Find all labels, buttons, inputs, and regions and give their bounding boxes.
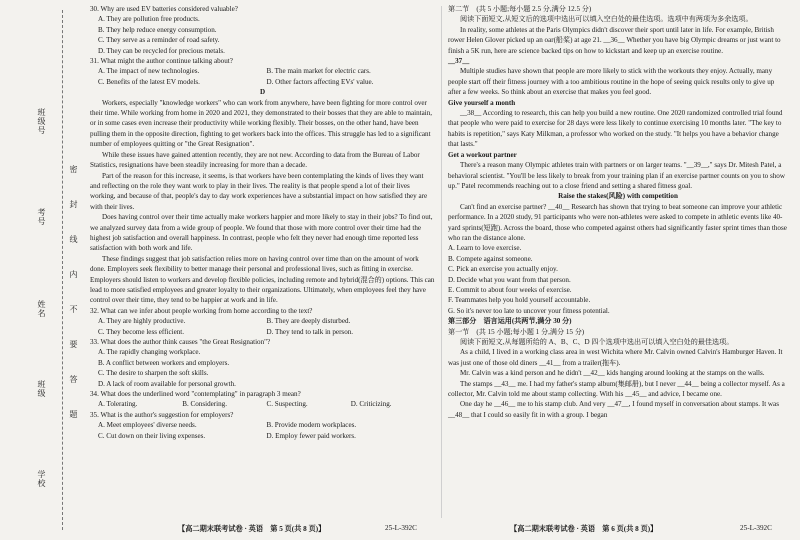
seal-char: 要 xyxy=(69,340,78,349)
cloze-paragraph: The stamps __43__ me. I had my father's stamp album(集邮册), but I never __44__ being a collector myself. As a collector, Mr. Calvin told me about stamp collecting. With his __45__ and advice, I became one. xyxy=(448,379,785,399)
option-e: E. Commit to about four weeks of exercise. xyxy=(448,285,572,294)
option-30d: D. They can be recycled for precious metals. xyxy=(98,46,225,55)
part-three-title: 第三部分 语言运用(共两节,满分 30 分) xyxy=(448,317,572,326)
option-a: A. Learn to love exercise. xyxy=(448,244,522,253)
option-32b: B. They are deeply disturbed. xyxy=(266,317,351,326)
option-c: C. Pick an exercise you actually enjoy. xyxy=(448,265,558,274)
question-34: 34. What does the underlined word "contemplating" in paragraph 3 mean? xyxy=(90,390,301,399)
question-32: 32. What can we infer about people working from home according to the text? xyxy=(90,306,313,315)
page-code-left: 25-L-392C xyxy=(385,524,417,532)
seal-char: 内 xyxy=(69,270,78,279)
question-31: 31. What might the author continue talking about? xyxy=(90,57,233,66)
cloze-paragraph: One day he __46__ me to his stamp club. And very __47__, I found myself in conversation about stamps. It was __48__ that I could so easily fit in with a group. I began xyxy=(448,400,779,419)
section-instructions: 阅读下面短文,从短文后的选项中选出可以填入空白处的最佳选项。选项中有两项为多余选项。 xyxy=(460,15,753,24)
option-35b: B. Provide modern workplaces. xyxy=(266,421,357,430)
passage-paragraph: Does having control over their time actually make workers happier and more likely to stay in their jobs? To find out, we analyzed survey data from a wide group of people. We found that those with more control over their time had the highest job satisfaction and overall happiness. In contrast, people who felt they never had enough time reported less satisfaction with both work and life. xyxy=(90,213,433,253)
passage-paragraph: Can't find an exercise partner? __40__ Research has shown that trying to beat someone can improve your athletic performance. In a 2020 study, 91 participants who were non-athletes were asked to compete in athletic events like 40-yard sprints(短跑). Across the board, those who competed against others had significantly faster sprint times than those who ran the distance alone. xyxy=(448,202,787,242)
right-column xyxy=(448,4,788,420)
column-divider xyxy=(441,6,442,518)
option-34b: B. Considering. xyxy=(182,400,227,409)
seal-char: 答 xyxy=(69,375,78,384)
cloze-paragraph: As a child, I lived in a working class area in west Wichita where Mr. Calvin owned Calvin's Hamburger Haven. It was just one of those old diners __41__ from a trailer(拖车). xyxy=(448,348,783,367)
section-instructions: 阅读下面短文,从每题所给的 A、B、C、D 四个选项中选出可以填入空白处的最佳选项。 xyxy=(460,338,734,346)
page-footer-right: 【高二期末联考试卷 · 英语 第 6 页(共 8 页)】 xyxy=(510,525,658,533)
option-31d: D. Other factors affecting EVs' value. xyxy=(266,77,374,86)
options-32-row2 xyxy=(90,327,435,337)
margin-label-school: 学校 xyxy=(37,470,46,488)
passage-paragraph: In reality, some athletes at the Paris Olympics didn't discover their sport until later in life. For example, British rower Helen Glover picked up an oar(船桨) at age 21. __36__ Whether you have big Olympic dreams or just want to finish a 5K run, here are science backed tips on how to kickstart and keep up an exercise routine. xyxy=(448,25,781,55)
binding-margin xyxy=(0,0,86,540)
subheading: Get a workout partner xyxy=(448,150,517,159)
option-33c: C. The desire to sharpen the soft skills. xyxy=(98,369,209,378)
blank-37-heading: __37__ xyxy=(448,57,470,66)
options-31-row1 xyxy=(90,66,435,76)
seal-char: 密 xyxy=(69,165,78,174)
subheading: Give yourself a month xyxy=(448,98,516,107)
option-35a: A. Meet employees' diverse needs. xyxy=(98,421,197,430)
option-34a: A. Tolerating. xyxy=(98,400,138,409)
option-32c: C. They become less efficient. xyxy=(98,327,185,336)
margin-label-exam-no: 考号 xyxy=(37,208,46,226)
option-f: F. Teammates help you hold yourself accountable. xyxy=(448,296,591,305)
question-33: 33. What does the author think causes "the Great Resignation"? xyxy=(90,338,271,346)
option-35d: D. Employ fewer paid workers. xyxy=(266,431,356,440)
page-code-right: 25-L-392C xyxy=(740,524,772,532)
passage-paragraph: Multiple studies have shown that people are more likely to stick with the workouts they enjoy. Actually, many people start off their fitness journey with a too ambitious routine in the hope of seeing quick results only to give up after a few weeks. So think about an exercise that makes you feel good. xyxy=(448,67,775,97)
option-d: D. Decide what you want from that person. xyxy=(448,275,571,284)
passage-d-heading: D xyxy=(259,88,266,97)
seal-char: 线 xyxy=(69,235,78,244)
question-35: 35. What is the author's suggestion for employers? xyxy=(90,410,234,419)
seal-char: 封 xyxy=(69,200,78,209)
margin-label-class-no: 班级号 xyxy=(37,108,46,135)
option-g: G. So it's never too late to uncover your fitness potential. xyxy=(448,306,610,315)
option-31b: B. The main market for electric cars. xyxy=(266,67,371,76)
options-32-row1 xyxy=(90,316,435,326)
seal-char: 不 xyxy=(69,305,78,314)
option-32d: D. They tend to talk in person. xyxy=(266,327,354,336)
cloze-paragraph: Mr. Calvin was a kind person and he didn't __42__ kids hanging around looking at the stamps on the walls. xyxy=(460,369,765,378)
options-31-row2 xyxy=(90,77,435,87)
seal-char: 题 xyxy=(69,410,78,419)
option-b: B. Compete against someone. xyxy=(448,254,533,263)
options-35-row1 xyxy=(90,420,435,430)
passage-paragraph: These findings suggest that job satisfaction relies more on having control over time than on the amount of work done. Employers seek flexibility to better manage their personal and professional lives, such as fitting in exercise. Employers should listen to workers and develop flexible policies, including remote and hybrid(混合的) options. This can lead to more satisfied employees and greater loyalty to their organizations. Ultimately, when employees feel they have control over their time, they tend to be happier at work and in life. xyxy=(90,254,435,305)
option-34c: C. Suspecting. xyxy=(266,400,308,409)
subheading: Raise the stakes(风险) with competition xyxy=(558,192,678,201)
margin-label-class: 班级 xyxy=(37,380,46,398)
passage-paragraph: There's a reason many Olympic athletes train with partners or on larger teams. "__39__," says Dr. Mitesh Patel, a behavioral scientist. "You'll be less likely to break from your training plan if an exercise partner counts on you to show up." Patel recommends reaching out to a close friend and setting a shared fitness goal. xyxy=(448,161,785,190)
seal-line xyxy=(62,10,63,530)
option-31a: A. The impact of new technologies. xyxy=(98,67,200,76)
option-34d: D. Criticizing. xyxy=(350,400,392,409)
left-column xyxy=(90,4,435,441)
option-33a: A. The rapidly changing workplace. xyxy=(98,348,201,357)
option-30a: A. They are pollution free products. xyxy=(98,15,200,24)
options-35-row2 xyxy=(90,431,435,441)
option-31c: C. Benefits of the latest EV models. xyxy=(98,77,200,86)
margin-label-name: 姓名 xyxy=(37,300,46,318)
question-30: 30. Why are used EV batteries considered valuable? xyxy=(90,5,238,13)
options-34-row xyxy=(90,399,435,409)
page-footer-left: 【高二期末联考试卷 · 英语 第 5 页(共 8 页)】 xyxy=(178,525,326,533)
option-33d: D. A lack of room available for personal growth. xyxy=(98,379,236,388)
option-30b: B. They help reduce energy consumption. xyxy=(98,25,217,34)
option-35c: C. Cut down on their living expenses. xyxy=(98,431,206,440)
passage-paragraph: Part of the reason for this increase, it seems, is that workers have been contemplating the kinds of lives they want and reflecting on the role they want work to play in their lives. The reality is that people spend a lot of their lives working, and because of that, people's day to day work experiences have a substantial impact on how satisfied they are with their lives. xyxy=(90,171,428,211)
option-30c: C. They serve as a reminder of road safety. xyxy=(98,36,220,45)
passage-paragraph: Workers, especially "knowledge workers" who can work from anywhere, have been fighting for more control over their time. While working from home in 2020 and 2021, they demonstrated to their bosses that they are able to maintain, or in some cases even increase their productivity while working flexibly. Their bosses, on the other hand, have been pulling them in the opposite direction, fighting to get workers back into the offices. This struggle has led to a significant number of employees quitting or "the Great Resignation". xyxy=(90,98,433,149)
passage-paragraph: While these issues have gained attention recently, they are not new. According to data from the Bureau of Labor Statistics, resignations have been steadily increasing for more than a decade. xyxy=(90,150,420,170)
section-title: 第二节 (共 5 小题;每小题 2.5 分,满分 12.5 分) xyxy=(448,5,592,13)
option-33b: B. A conflict between workers and employers. xyxy=(98,358,230,367)
passage-paragraph: __38__ According to research, this can help you build a new routine. One 2020 randomized controlled trial found that people who were paid to exercise for 28 days were less likely to continue exercising 10 months later. "The key to habits is repetition," says Katy Milkman, a professor who worked on the study. "It helps you have a behavior change that lasts." xyxy=(448,109,783,149)
option-32a: A. They are highly productive. xyxy=(98,317,186,326)
section-one-title: 第一节 (共 15 小题;每小题 1 分,满分 15 分) xyxy=(448,327,585,336)
